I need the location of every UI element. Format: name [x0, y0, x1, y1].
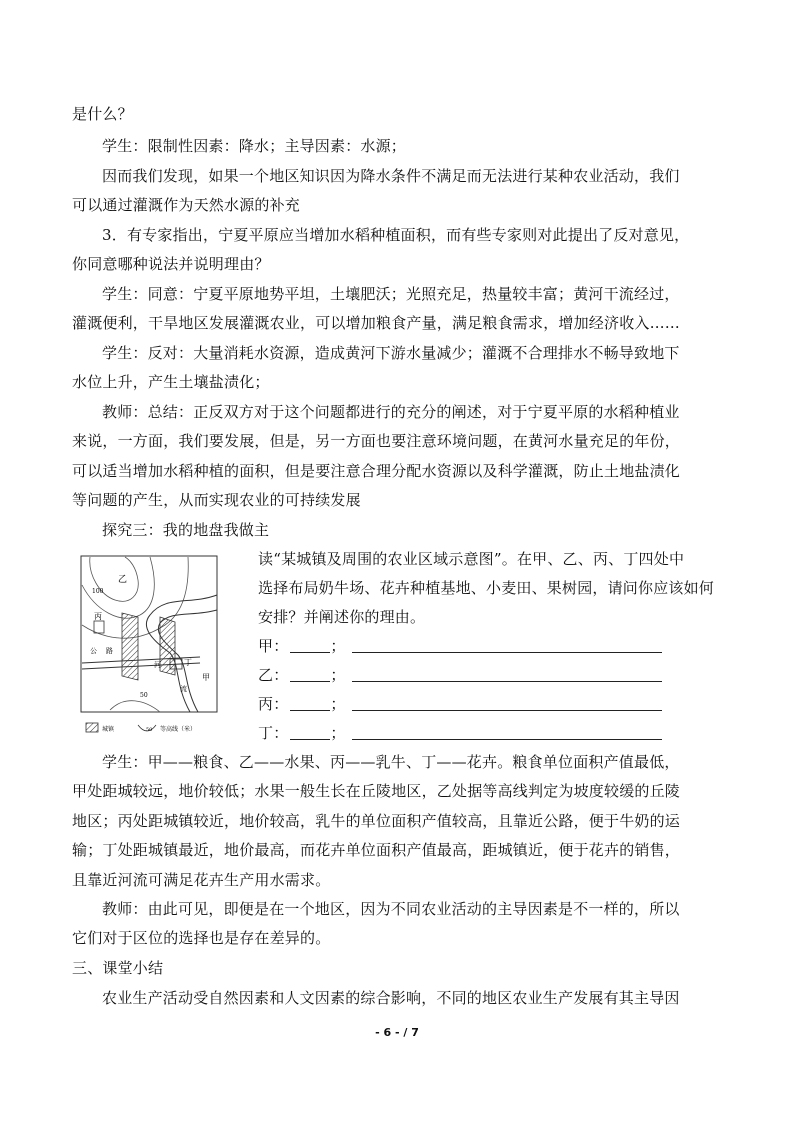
label-jia: 甲 [202, 673, 210, 682]
agricultural-area-map [80, 555, 218, 740]
answer-separator: ； [330, 637, 346, 655]
answer-label: 甲： [258, 637, 289, 655]
answer-blank-short[interactable] [290, 636, 330, 653]
text-line: 地区；丙处距城镇较近，地价较高，乳牛的单位面积产值较高，且靠近公路，便于牛奶的运 [72, 812, 681, 830]
text-line: 选择布局奶牛场、花卉种植基地、小麦田、果树园，请问你应该如何 [258, 579, 715, 597]
answer-separator: ； [330, 666, 346, 684]
legend-contour-value: 50 [146, 727, 153, 733]
text-line: 甲处距城较远，地价较低；水果一般生长在丘陵地区，乙处据等高线判定为坡度较缓的丘陵 [72, 782, 681, 800]
answer-line-bing [258, 694, 728, 714]
section-heading: 探究三：我的地盘我做主 [102, 521, 270, 539]
text-line: 因而我们发现，如果一个地区知识因为降水条件不满足而无法进行某种农业活动，我们 [102, 167, 680, 185]
text-line: 且靠近河流可满足花卉生产用水需求。 [72, 871, 331, 889]
legend-contour-label: 等高线（米） [160, 726, 197, 733]
text-line: 来说，一方面，我们要发展，但是，另一方面也要注意环境问题，在黄河水量充足的年份， [72, 432, 681, 450]
label-ding: 丁 [184, 658, 192, 667]
legend-town-label: 城镇 [102, 726, 115, 733]
answer-separator: ； [330, 695, 346, 713]
label-bing: 丙 [94, 612, 102, 621]
text-line: 农业生产活动受自然因素和人文因素的综合影响，不同的地区农业生产发展有其主导因 [102, 989, 680, 1007]
answer-blank-short[interactable] [290, 665, 330, 682]
answer-blank-short[interactable] [290, 694, 330, 711]
answer-label: 丙： [258, 695, 289, 713]
map-border [81, 556, 217, 712]
text-line: 水位上升，产生土壤盐渍化； [72, 373, 270, 391]
text-line: 学生：同意：宁夏平原地势平坦，土壤肥沃；光照充足，热量较丰富；黄河干流经过， [102, 285, 680, 303]
answer-line-jia [258, 636, 728, 656]
label-100: 100 [92, 588, 104, 595]
town-block [160, 617, 175, 675]
answer-blank-short[interactable] [290, 723, 330, 740]
text-line: 教师：由此可见，即便是在一个地区，因为不同农业活动的主导因素是不一样的，所以 [102, 900, 680, 918]
text-line: 是什么？ [72, 105, 133, 123]
road-label: 公 [90, 647, 97, 655]
text-line: 可以通过灌溉作为天然水源的补充 [72, 196, 301, 214]
text-line: 3．有专家指出，宁夏平原应当增加水稻种植面积，而有些专家则对此提出了反对意见， [102, 226, 690, 244]
answer-blank-long[interactable] [352, 723, 662, 740]
answer-blank-long[interactable] [352, 694, 662, 711]
answer-label: 丁： [258, 724, 289, 742]
page-number: - 6 - / 7 [375, 1026, 419, 1039]
answer-separator: ； [330, 724, 346, 742]
text-line: 可以适当增加水稻种植的面积，但是要注意合理分配水资源以及科学灌溉，防止土地盐渍化 [72, 462, 681, 480]
text-line: 学生：限制性因素：降水；主导因素：水源； [102, 137, 407, 155]
river-label: 流 [180, 685, 187, 693]
answer-blank-long[interactable] [352, 665, 662, 682]
text-line: 读“某城镇及周围的农业区域示意图”。在甲、乙、丙、丁四处中 [258, 550, 685, 568]
answer-line-ding [258, 723, 728, 743]
river-label: 河 [154, 661, 161, 669]
text-line: 你同意哪种说法并说明理由？ [72, 255, 270, 273]
text-line: 它们对于区位的选择也是存在差异的。 [72, 929, 331, 947]
answer-line-yi [258, 665, 728, 685]
text-line: 学生：甲——粮食、乙——水果、丙——乳牛、丁——花卉。粮食单位面积产值最低， [102, 753, 680, 771]
label-yi: 乙 [118, 575, 128, 585]
answer-label: 乙： [258, 666, 289, 684]
text-line: 等问题的产生，从而实现农业的可持续发展 [72, 491, 361, 509]
map-figure [80, 555, 218, 740]
label-50: 50 [140, 692, 148, 699]
text-line: 输；丁处距城镇最近，地价最高，而花卉单位面积产值最高，距城镇近，便于花卉的销售， [72, 841, 681, 859]
legend-town-swatch [86, 723, 98, 732]
text-line: 安排？并阐述你的理由。 [258, 608, 426, 626]
text-line: 学生：反对：大量消耗水资源，造成黄河下游水量减少；灌溉不合理排水不畅导致地下 [102, 344, 680, 362]
town-block [122, 613, 138, 680]
road-label: 路 [106, 647, 113, 655]
section-heading: 三、课堂小结 [72, 959, 164, 977]
text-line: 教师：总结：正反双方对于这个问题都进行的充分的阐述，对于宁夏平原的水稻种植业 [102, 403, 680, 421]
answer-blank-long[interactable] [352, 636, 662, 653]
text-line: 灌溉便利，干旱地区发展灌溉农业，可以增加粮食产量，满足粮食需求，增加经济收入…… [72, 314, 681, 332]
